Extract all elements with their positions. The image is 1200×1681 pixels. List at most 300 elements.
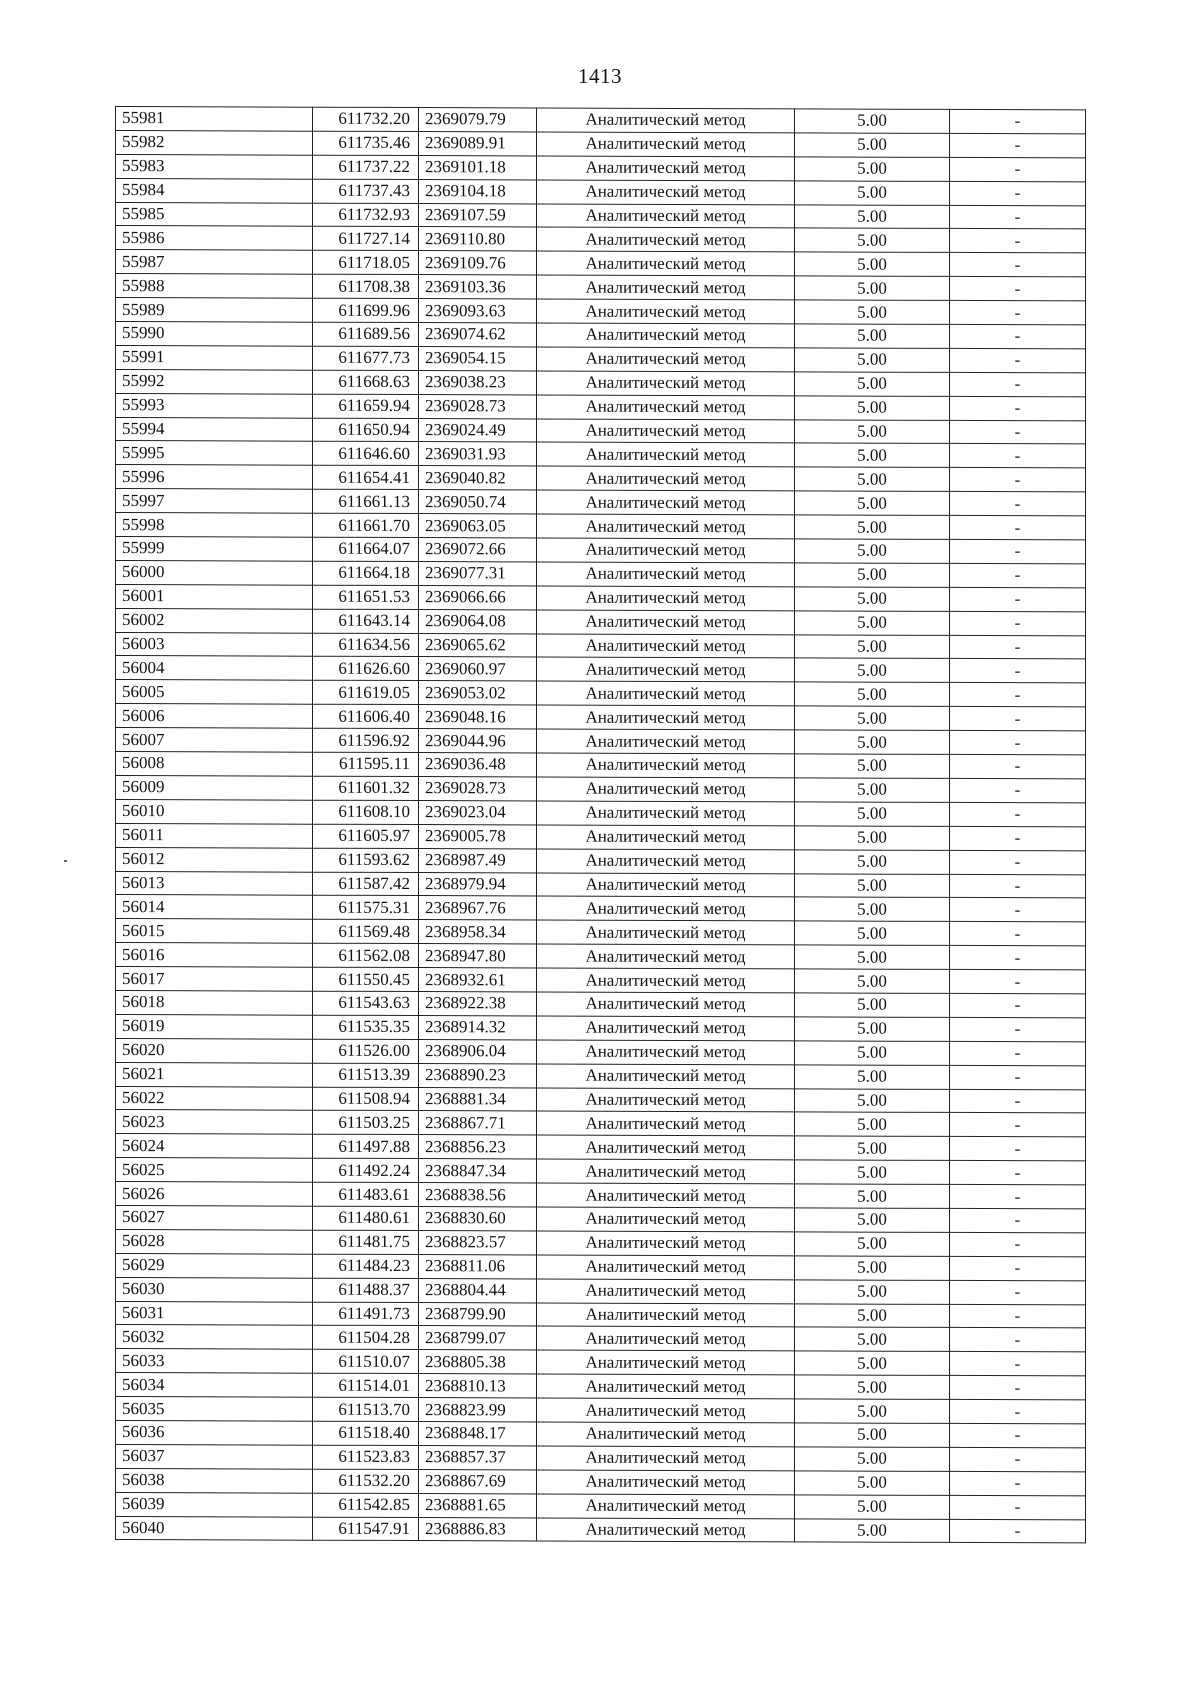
note-cell: -	[950, 587, 1086, 611]
y-coordinate-cell: 2368881.34	[419, 1087, 537, 1111]
y-coordinate-cell: 2369077.31	[419, 561, 537, 585]
method-cell: Аналитический метод	[537, 1518, 795, 1543]
method-cell: Аналитический метод	[537, 490, 795, 515]
y-coordinate-cell: 2368967.76	[419, 896, 537, 920]
accuracy-cell: 5.00	[795, 1232, 950, 1256]
table-row	[116, 823, 1086, 850]
accuracy-cell: 5.00	[795, 921, 950, 945]
y-coordinate-cell: 2369028.73	[419, 776, 537, 800]
x-coordinate-cell: 611601.32	[313, 776, 419, 800]
note-cell: -	[950, 635, 1086, 659]
table-row	[116, 632, 1086, 659]
point-number-cell: 56031	[116, 1301, 313, 1326]
coordinates-table-container	[115, 106, 1085, 1544]
method-cell: Аналитический метод	[537, 108, 795, 133]
x-coordinate-cell: 611708.38	[313, 274, 419, 298]
table-row	[116, 154, 1086, 181]
note-cell: -	[950, 277, 1086, 301]
note-cell: -	[950, 1065, 1086, 1089]
note-cell: -	[950, 1495, 1086, 1519]
note-cell: -	[950, 492, 1086, 516]
point-number-cell: 56021	[116, 1062, 313, 1087]
point-number-cell: 56035	[116, 1397, 313, 1422]
table-row	[116, 178, 1086, 205]
method-cell: Аналитический метод	[537, 705, 795, 730]
table-row	[116, 1373, 1086, 1400]
note-cell: -	[950, 754, 1086, 778]
note-cell: -	[950, 157, 1086, 181]
note-cell: -	[950, 348, 1086, 372]
method-cell: Аналитический метод	[537, 992, 795, 1017]
method-cell: Аналитический метод	[537, 944, 795, 969]
point-number-cell: 56006	[116, 704, 313, 729]
method-cell: Аналитический метод	[537, 825, 795, 850]
point-number-cell: 55985	[116, 202, 313, 227]
point-number-cell: 56027	[116, 1205, 313, 1230]
accuracy-cell: 5.00	[795, 1041, 950, 1065]
accuracy-cell: 5.00	[795, 945, 950, 969]
table-row	[116, 1420, 1086, 1447]
point-number-cell: 55981	[116, 107, 313, 132]
table-row	[116, 1014, 1086, 1041]
x-coordinate-cell: 611732.93	[313, 203, 419, 227]
method-cell: Аналитический метод	[537, 227, 795, 252]
point-number-cell: 55987	[116, 250, 313, 275]
y-coordinate-cell: 2369104.18	[419, 179, 537, 203]
x-coordinate-cell: 611488.37	[313, 1278, 419, 1302]
scan-speck	[64, 860, 67, 862]
y-coordinate-cell: 2369053.02	[419, 681, 537, 705]
note-cell: -	[950, 539, 1086, 563]
method-cell: Аналитический метод	[537, 1159, 795, 1184]
point-number-cell: 56005	[116, 680, 313, 705]
point-number-cell: 56016	[116, 943, 313, 968]
table-row	[116, 1229, 1086, 1256]
note-cell: -	[950, 1161, 1086, 1185]
point-number-cell: 56012	[116, 847, 313, 872]
y-coordinate-cell: 2369028.73	[419, 394, 537, 418]
x-coordinate-cell: 611518.40	[313, 1421, 419, 1445]
table-row	[116, 919, 1086, 946]
x-coordinate-cell: 611575.31	[313, 896, 419, 920]
note-cell: -	[950, 898, 1086, 922]
method-cell: Аналитический метод	[537, 562, 795, 587]
method-cell: Аналитический метод	[537, 801, 795, 826]
method-cell: Аналитический метод	[537, 299, 795, 324]
table-row	[116, 1158, 1086, 1185]
point-number-cell: 55998	[116, 513, 313, 538]
y-coordinate-cell: 2368847.34	[419, 1159, 537, 1183]
point-number-cell: 56040	[116, 1516, 313, 1541]
note-cell: -	[950, 778, 1086, 802]
note-cell: -	[950, 683, 1086, 707]
accuracy-cell: 5.00	[795, 1351, 950, 1375]
table-row	[116, 274, 1086, 301]
accuracy-cell: 5.00	[795, 993, 950, 1017]
table-row	[116, 202, 1086, 229]
note-cell: -	[950, 874, 1086, 898]
accuracy-cell: 5.00	[795, 802, 950, 826]
table-row	[116, 130, 1086, 157]
point-number-cell: 56010	[116, 799, 313, 824]
point-number-cell: 56011	[116, 823, 313, 848]
y-coordinate-cell: 2368804.44	[419, 1278, 537, 1302]
y-coordinate-cell: 2368857.37	[419, 1445, 537, 1469]
note-cell: -	[950, 324, 1086, 348]
accuracy-cell: 5.00	[795, 467, 950, 491]
point-number-cell: 56030	[116, 1277, 313, 1302]
x-coordinate-cell: 611661.70	[313, 513, 419, 537]
method-cell: Аналитический метод	[537, 1111, 795, 1136]
accuracy-cell: 5.00	[795, 634, 950, 658]
table-row	[116, 1277, 1086, 1304]
table-row	[116, 1397, 1086, 1424]
accuracy-cell: 5.00	[795, 826, 950, 850]
accuracy-cell: 5.00	[795, 611, 950, 635]
table-row	[116, 608, 1086, 635]
accuracy-cell: 5.00	[795, 1447, 950, 1471]
x-coordinate-cell: 611504.28	[313, 1326, 419, 1350]
accuracy-cell: 5.00	[795, 730, 950, 754]
table-row	[116, 1205, 1086, 1232]
table-row	[116, 967, 1086, 994]
table-row	[116, 704, 1086, 731]
table-row	[116, 1182, 1086, 1209]
method-cell: Аналитический метод	[537, 1183, 795, 1208]
x-coordinate-cell: 611595.11	[313, 752, 419, 776]
accuracy-cell: 5.00	[795, 181, 950, 205]
point-number-cell: 55983	[116, 154, 313, 179]
x-coordinate-cell: 611569.48	[313, 919, 419, 943]
note-cell: -	[950, 993, 1086, 1017]
method-cell: Аналитический метод	[537, 1303, 795, 1328]
y-coordinate-cell: 2369048.16	[419, 705, 537, 729]
x-coordinate-cell: 611492.24	[313, 1158, 419, 1182]
note-cell: -	[950, 1471, 1086, 1495]
accuracy-cell: 5.00	[795, 1518, 950, 1542]
accuracy-cell: 5.00	[795, 276, 950, 300]
note-cell: -	[950, 1519, 1086, 1543]
note-cell: -	[950, 1208, 1086, 1232]
table-row	[116, 680, 1086, 707]
point-number-cell: 56033	[116, 1349, 313, 1374]
x-coordinate-cell: 611608.10	[313, 800, 419, 824]
note-cell: -	[950, 396, 1086, 420]
point-number-cell: 56025	[116, 1158, 313, 1183]
accuracy-cell: 5.00	[795, 1088, 950, 1112]
x-coordinate-cell: 611484.23	[313, 1254, 419, 1278]
y-coordinate-cell: 2368979.94	[419, 872, 537, 896]
point-number-cell: 56007	[116, 728, 313, 753]
accuracy-cell: 5.00	[795, 372, 950, 396]
point-number-cell: 55993	[116, 393, 313, 418]
x-coordinate-cell: 611535.35	[313, 1015, 419, 1039]
y-coordinate-cell: 2369005.78	[419, 824, 537, 848]
accuracy-cell: 5.00	[795, 300, 950, 324]
x-coordinate-cell: 611550.45	[313, 967, 419, 991]
y-coordinate-cell: 2369054.15	[419, 346, 537, 370]
point-number-cell: 55992	[116, 369, 313, 394]
point-number-cell: 55997	[116, 489, 313, 514]
x-coordinate-cell: 611606.40	[313, 704, 419, 728]
accuracy-cell: 5.00	[795, 539, 950, 563]
note-cell: -	[950, 1280, 1086, 1304]
y-coordinate-cell: 2369064.08	[419, 609, 537, 633]
point-number-cell: 56008	[116, 752, 313, 777]
y-coordinate-cell: 2368922.38	[419, 992, 537, 1016]
accuracy-cell: 5.00	[795, 1327, 950, 1351]
point-number-cell: 56022	[116, 1086, 313, 1111]
y-coordinate-cell: 2368881.65	[419, 1493, 537, 1517]
point-number-cell: 56004	[116, 656, 313, 681]
x-coordinate-cell: 611491.73	[313, 1302, 419, 1326]
y-coordinate-cell: 2369038.23	[419, 370, 537, 394]
y-coordinate-cell: 2368890.23	[419, 1063, 537, 1087]
accuracy-cell: 5.00	[795, 587, 950, 611]
method-cell: Аналитический метод	[537, 1446, 795, 1471]
note-cell: -	[950, 1304, 1086, 1328]
point-number-cell: 56029	[116, 1253, 313, 1278]
accuracy-cell: 5.00	[795, 133, 950, 157]
table-row	[116, 1134, 1086, 1161]
accuracy-cell: 5.00	[795, 706, 950, 730]
accuracy-cell: 5.00	[795, 228, 950, 252]
method-cell: Аналитический метод	[537, 323, 795, 348]
method-cell: Аналитический метод	[537, 1398, 795, 1423]
note-cell: -	[950, 1376, 1086, 1400]
table-row	[116, 990, 1086, 1017]
note-cell: -	[950, 372, 1086, 396]
y-coordinate-cell: 2369074.62	[419, 323, 537, 347]
table-row	[116, 799, 1086, 826]
method-cell: Аналитический метод	[537, 371, 795, 396]
y-coordinate-cell: 2368867.69	[419, 1469, 537, 1493]
x-coordinate-cell: 611562.08	[313, 943, 419, 967]
accuracy-cell: 5.00	[795, 969, 950, 993]
y-coordinate-cell: 2368906.04	[419, 1039, 537, 1063]
accuracy-cell: 5.00	[795, 1017, 950, 1041]
table-row	[116, 226, 1086, 253]
table-row	[116, 1086, 1086, 1113]
point-number-cell: 56023	[116, 1110, 313, 1135]
y-coordinate-cell: 2369103.36	[419, 275, 537, 299]
x-coordinate-cell: 611689.56	[313, 322, 419, 346]
table-row	[116, 1349, 1086, 1376]
point-number-cell: 56037	[116, 1444, 313, 1469]
method-cell: Аналитический метод	[537, 1207, 795, 1232]
y-coordinate-cell: 2369044.96	[419, 729, 537, 753]
y-coordinate-cell: 2369107.59	[419, 203, 537, 227]
y-coordinate-cell: 2369024.49	[419, 418, 537, 442]
y-coordinate-cell: 2368932.61	[419, 968, 537, 992]
method-cell: Аналитический метод	[537, 681, 795, 706]
method-cell: Аналитический метод	[537, 156, 795, 181]
point-number-cell: 55982	[116, 130, 313, 155]
accuracy-cell: 5.00	[795, 252, 950, 276]
method-cell: Аналитический метод	[537, 1279, 795, 1304]
y-coordinate-cell: 2369110.80	[419, 227, 537, 251]
accuracy-cell: 5.00	[795, 515, 950, 539]
y-coordinate-cell: 2369040.82	[419, 466, 537, 490]
table-row	[116, 513, 1086, 540]
table-row	[116, 943, 1086, 970]
y-coordinate-cell: 2368823.57	[419, 1230, 537, 1254]
note-cell: -	[950, 1113, 1086, 1137]
table-row	[116, 1468, 1086, 1495]
x-coordinate-cell: 611483.61	[313, 1182, 419, 1206]
note-cell: -	[950, 1352, 1086, 1376]
method-cell: Аналитический метод	[537, 1470, 795, 1495]
accuracy-cell: 5.00	[795, 1160, 950, 1184]
method-cell: Аналитический метод	[537, 1326, 795, 1351]
point-number-cell: 56036	[116, 1420, 313, 1445]
accuracy-cell: 5.00	[795, 1423, 950, 1447]
method-cell: Аналитический метод	[537, 610, 795, 635]
y-coordinate-cell: 2368947.80	[419, 944, 537, 968]
method-cell: Аналитический метод	[537, 419, 795, 444]
table-row	[116, 752, 1086, 779]
point-number-cell: 55989	[116, 298, 313, 323]
x-coordinate-cell: 611503.25	[313, 1111, 419, 1135]
x-coordinate-cell: 611732.20	[313, 107, 419, 131]
note-cell: -	[950, 420, 1086, 444]
table-row	[116, 537, 1086, 564]
method-cell: Аналитический метод	[537, 657, 795, 682]
point-number-cell: 55996	[116, 465, 313, 490]
table-row	[116, 1062, 1086, 1089]
accuracy-cell: 5.00	[795, 443, 950, 467]
y-coordinate-cell: 2369050.74	[419, 490, 537, 514]
accuracy-cell: 5.00	[795, 157, 950, 181]
note-cell: -	[950, 229, 1086, 253]
point-number-cell: 56002	[116, 608, 313, 633]
x-coordinate-cell: 611497.88	[313, 1134, 419, 1158]
accuracy-cell: 5.00	[795, 1184, 950, 1208]
note-cell: -	[950, 922, 1086, 946]
note-cell: -	[950, 109, 1086, 133]
point-number-cell: 56003	[116, 632, 313, 657]
table-row	[116, 1516, 1086, 1543]
point-number-cell: 56034	[116, 1373, 313, 1398]
note-cell: -	[950, 133, 1086, 157]
x-coordinate-cell: 611523.83	[313, 1445, 419, 1469]
method-cell: Аналитический метод	[537, 586, 795, 611]
page-number: 1413	[578, 64, 622, 88]
x-coordinate-cell: 611605.97	[313, 824, 419, 848]
note-cell: -	[950, 969, 1086, 993]
note-cell: -	[950, 205, 1086, 229]
accuracy-cell: 5.00	[795, 658, 950, 682]
x-coordinate-cell: 611737.22	[313, 155, 419, 179]
y-coordinate-cell: 2369036.48	[419, 753, 537, 777]
point-number-cell: 56001	[116, 584, 313, 609]
accuracy-cell: 5.00	[795, 563, 950, 587]
note-cell: -	[950, 468, 1086, 492]
table-row	[116, 417, 1086, 444]
accuracy-cell: 5.00	[795, 849, 950, 873]
table-body	[116, 107, 1086, 1544]
note-cell: -	[950, 946, 1086, 970]
table-row	[116, 871, 1086, 898]
x-coordinate-cell: 611661.13	[313, 489, 419, 513]
x-coordinate-cell: 611508.94	[313, 1087, 419, 1111]
y-coordinate-cell: 2368856.23	[419, 1135, 537, 1159]
x-coordinate-cell: 611510.07	[313, 1350, 419, 1374]
y-coordinate-cell: 2368987.49	[419, 848, 537, 872]
method-cell: Аналитический метод	[537, 753, 795, 778]
method-cell: Аналитический метод	[537, 442, 795, 467]
point-number-cell: 55999	[116, 537, 313, 562]
table-row	[116, 1038, 1086, 1065]
note-cell: -	[950, 181, 1086, 205]
point-number-cell: 55986	[116, 226, 313, 251]
point-number-cell: 55984	[116, 178, 313, 203]
table-row	[116, 775, 1086, 802]
note-cell: -	[950, 1423, 1086, 1447]
table-row	[116, 656, 1086, 683]
y-coordinate-cell: 2369109.76	[419, 251, 537, 275]
table-row	[116, 393, 1086, 420]
accuracy-cell: 5.00	[795, 754, 950, 778]
y-coordinate-cell: 2368830.60	[419, 1207, 537, 1231]
y-coordinate-cell: 2368867.71	[419, 1111, 537, 1135]
accuracy-cell: 5.00	[795, 873, 950, 897]
method-cell: Аналитический метод	[537, 1255, 795, 1280]
table-row	[116, 1492, 1086, 1519]
accuracy-cell: 5.00	[795, 1303, 950, 1327]
x-coordinate-cell: 611532.20	[313, 1469, 419, 1493]
x-coordinate-cell: 611587.42	[313, 872, 419, 896]
x-coordinate-cell: 611737.43	[313, 179, 419, 203]
note-cell: -	[950, 826, 1086, 850]
method-cell: Аналитический метод	[537, 395, 795, 420]
note-cell: -	[950, 1137, 1086, 1161]
method-cell: Аналитический метод	[537, 466, 795, 491]
method-cell: Аналитический метод	[537, 729, 795, 754]
table-row	[116, 345, 1086, 372]
point-number-cell: 56039	[116, 1492, 313, 1517]
x-coordinate-cell: 611593.62	[313, 848, 419, 872]
note-cell: -	[950, 611, 1086, 635]
y-coordinate-cell: 2368823.99	[419, 1398, 537, 1422]
x-coordinate-cell: 611718.05	[313, 251, 419, 275]
table-row	[116, 560, 1086, 587]
note-cell: -	[950, 659, 1086, 683]
point-number-cell: 55995	[116, 441, 313, 466]
accuracy-cell: 5.00	[795, 1471, 950, 1495]
note-cell: -	[950, 444, 1086, 468]
y-coordinate-cell: 2369063.05	[419, 514, 537, 538]
method-cell: Аналитический метод	[537, 1494, 795, 1519]
x-coordinate-cell: 611735.46	[313, 131, 419, 155]
y-coordinate-cell: 2369060.97	[419, 657, 537, 681]
accuracy-cell: 5.00	[795, 1256, 950, 1280]
accuracy-cell: 5.00	[795, 1064, 950, 1088]
point-number-cell: 56038	[116, 1468, 313, 1493]
note-cell: -	[950, 707, 1086, 731]
point-number-cell: 56013	[116, 871, 313, 896]
x-coordinate-cell: 611643.14	[313, 609, 419, 633]
accuracy-cell: 5.00	[795, 1136, 950, 1160]
point-number-cell: 55990	[116, 322, 313, 347]
method-cell: Аналитический метод	[537, 920, 795, 945]
y-coordinate-cell: 2369079.79	[419, 108, 537, 132]
x-coordinate-cell: 611626.60	[313, 657, 419, 681]
y-coordinate-cell: 2369023.04	[419, 800, 537, 824]
y-coordinate-cell: 2368914.32	[419, 1015, 537, 1039]
point-number-cell: 56024	[116, 1134, 313, 1159]
x-coordinate-cell: 611514.01	[313, 1373, 419, 1397]
